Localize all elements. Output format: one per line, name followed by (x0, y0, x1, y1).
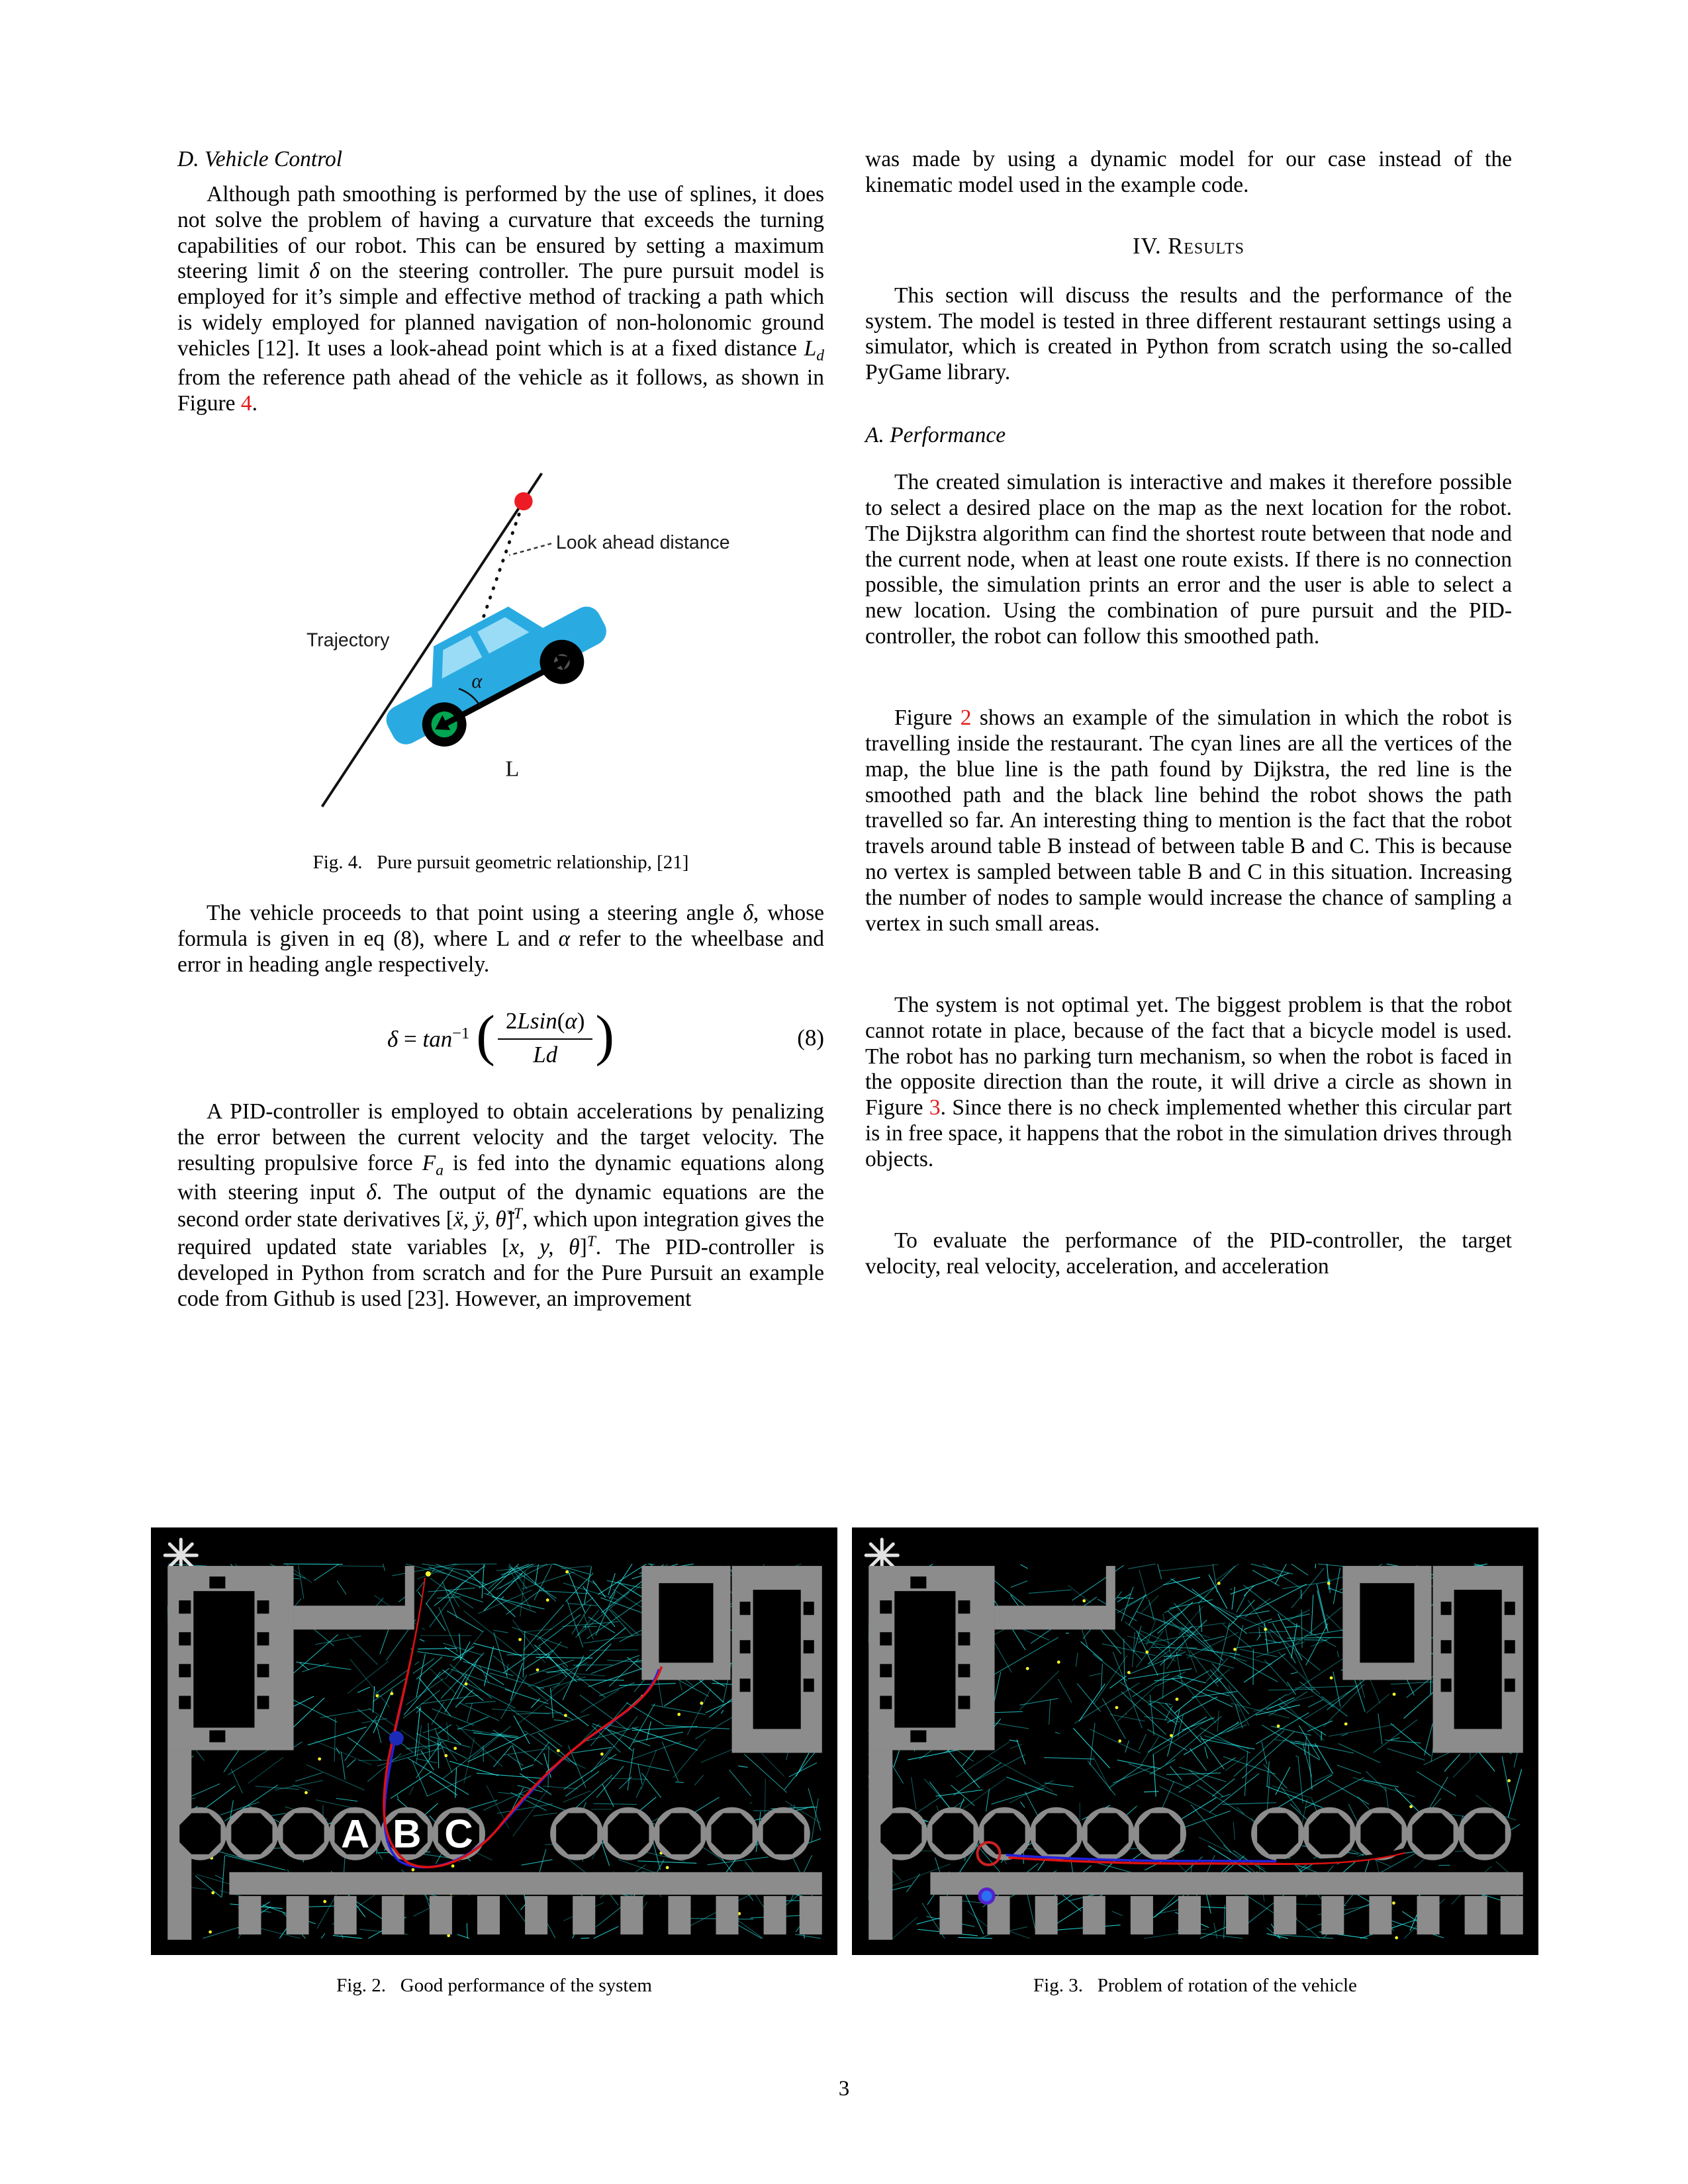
page-number: 3 (838, 2077, 850, 2101)
figure-4-ref[interactable]: 4 (240, 390, 252, 416)
open-paren: ( (476, 1003, 495, 1067)
equation-8 (177, 1003, 824, 1068)
paragraph-results-intro: This section will discuss the results and the performance of the system. The model is tested in three different restaurant settings using a simulator, which is created in Python from scratch using the so-called PyGame library. (865, 283, 1512, 385)
equation-denominator: Ld (533, 1042, 558, 1068)
figure-3-ref[interactable]: 3 (929, 1095, 941, 1120)
paragraph-performance-2: Figure 2 shows an example of the simulation in which the robot is travelling inside the restaurant. The cyan lines are all the vertices of the map, the blue line is the path found by Dijkstra, the red line is the smoothed path and the black line behind the robot shows the path travelled so far. An interesting thing to mention is the fact that the robot travels around table B instead of between table B and C. This is because no vertex is sampled between table B and C in this situation. Increasing the number of nodes to sample would increase the chance of sampling a vertex in such small areas. (865, 705, 1512, 936)
simulation-map-rotation-problem (852, 1527, 1538, 1955)
lookahead-label: Look ahead distance (555, 531, 730, 553)
right-column (865, 147, 1512, 1280)
performance-subsection-heading: A. Performance (865, 423, 1006, 448)
paragraph-vehicle-control-3: A PID-controller is employed to obtain accelerations by penalizing the error between the current velocity and the target velocity. The resulting propulsive force $F_a$ is fed into the dynamic equations along with steering input δ. The output of the dynamic equations are the second order state derivatives [ẍ, ÿ, θ̈]$^T$, which upon integration gives the required updated state variables [x, y, θ]$^T$. The PID-controller is developed in Python from scratch and for the Pure Pursuit an example code from Github is used [23]. However, an improvement (177, 1099, 824, 1312)
figure-2-ref[interactable]: 2 (960, 705, 972, 731)
simulation-map-good-performance (151, 1527, 837, 1955)
results-section-heading: IV. Results (1132, 233, 1245, 259)
goal-point (514, 492, 532, 510)
equation-lhs: $\delta = \tan^{-1}$ (387, 1024, 470, 1052)
figure-4 (177, 446, 824, 874)
left-column (177, 147, 824, 1312)
table-c-label: C (444, 1811, 473, 1856)
table-a-label: A (340, 1811, 370, 1856)
figure-3-caption: Fig. 3. Problem of rotation of the vehicle (1033, 1975, 1357, 1996)
trajectory-label: Trajectory (306, 629, 390, 651)
table-b-label: B (393, 1811, 422, 1856)
bottom-figures-row (151, 1527, 1538, 1997)
paragraph-performance-4: To evaluate the performance of the PID-controller, the target velocity, real velocity, acceleration, and acceleration (865, 1228, 1512, 1279)
paragraph-performance-1: The created simulation is interactive and makes it therefore possible to select a desired place on the map as the next location for the robot. The Dijkstra algorithm can find the shortest route between that node and the current node, when at least one route exists. If there is no connection possible, the simulation prints an error and the user is able to select a new location. Using the combination of pure pursuit and the PID-controller, the robot can follow this smoothed path. (865, 470, 1512, 649)
car (365, 570, 621, 768)
figure-2-caption: Fig. 2. Good performance of the system (336, 1975, 652, 1996)
figure-2 (151, 1527, 837, 1997)
robot-marker (389, 1731, 404, 1745)
paragraph-vehicle-control-2: The vehicle proceeds to that point using a steering angle δ, whose formula is given in eq (8), where L and α refer to the wheelbase and error in heading angle respectively. (177, 900, 824, 977)
wheelbase-label: L (505, 756, 520, 782)
paragraph-vehicle-control-1: Although path smoothing is performed by the use of splines, it does not solve the problem of having a curvature that exceeds the turning capabilities of our robot. This can be ensured by setting a maximum steering limit δ on the steering controller. The pure pursuit model is employed for it’s simple and effective method of tracking a path which is widely employed for planned navigation of non-holonomic ground vehicles [12]. It uses a look-ahead point which is at a fixed distance $L_d$ from the reference path ahead of the vehicle as it follows, as shown in Figure 4. (177, 181, 824, 416)
robot-marker (982, 1891, 992, 1901)
figure-3 (852, 1527, 1538, 1997)
figure-4-caption: Fig. 4. Pure pursuit geometric relationship, [21] (312, 851, 689, 873)
paragraph-performance-3: The system is not optimal yet. The biggest problem is that the robot cannot rotate in place, because of the fact that a bicycle model is used. The robot has no parking turn mechanism, so when the robot is faced in the opposite direction than the route, it will drive a circle as shown in Figure 3. Since there is no check implemented whether this circular part is in free space, it happens that the robot in the simulation drives through objects. (865, 992, 1512, 1171)
label-leader-line (509, 543, 551, 555)
equation-numerator: 2Lsin(α) (498, 1009, 593, 1040)
section-d-heading: D. Vehicle Control (177, 147, 343, 171)
alpha-label: α (471, 669, 483, 692)
paragraph-continuation: was made by using a dynamic model for our case instead of the kinematic model used in the example code. (865, 147, 1512, 197)
close-paren: ) (595, 1003, 615, 1067)
pure-pursuit-diagram (231, 446, 771, 836)
equation-number: (8) (797, 1024, 824, 1051)
